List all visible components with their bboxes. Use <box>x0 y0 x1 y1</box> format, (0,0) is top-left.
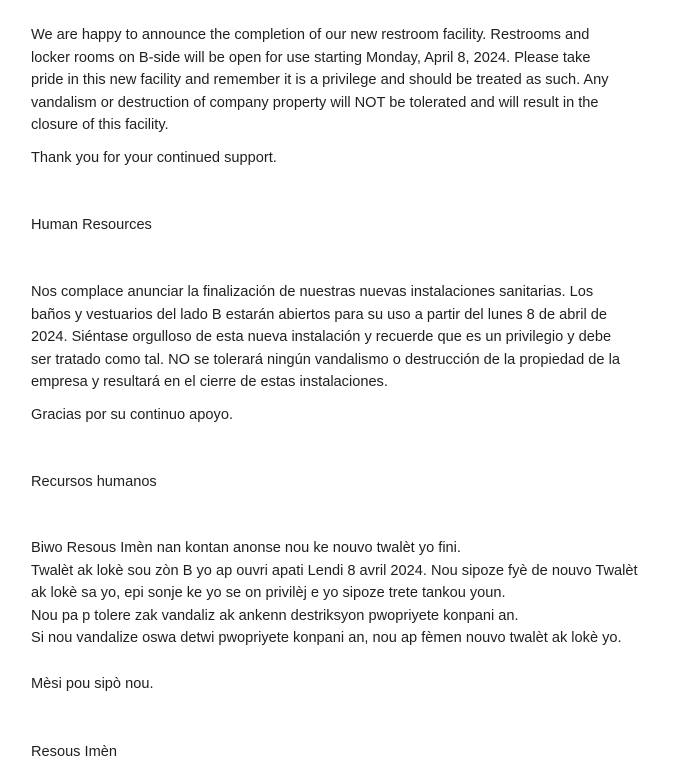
english-thanks: Thank you for your continued support. <box>31 150 277 166</box>
creole-line-3: ak lokè sa yo, epi sonje ke yo se on privilèj e yo sipoze trete tankou youn. <box>31 585 506 602</box>
english-signature: Human Resources <box>31 217 152 233</box>
english-line-2: locker rooms on B-side will be open for use starting Monday, April 8, 2024. Please take <box>31 49 591 66</box>
spanish-line-2: baños y vestuarios del lado B estarán abiertos para su uso a partir del lunes 8 de abril de <box>31 306 607 323</box>
spanish-signature: Recursos humanos <box>31 474 157 490</box>
creole-announcement-paragraph <box>31 537 661 650</box>
spanish-line-4: ser tratado como tal. NO se tolerará ningún vandalismo o destrucción de la propiedad de la <box>31 351 620 368</box>
creole-thanks: Mèsi pou sipò nou. <box>31 676 154 692</box>
creole-line-4: Nou pa p tolere zak vandaliz ak ankenn destriksyon pwopriyete konpani an. <box>31 607 519 624</box>
spanish-thanks: Gracias por su continuo apoyo. <box>31 407 233 423</box>
english-line-5: closure of this facility. <box>31 117 169 134</box>
english-announcement-paragraph <box>31 24 661 137</box>
spanish-announcement-paragraph <box>31 281 661 394</box>
spanish-line-5: empresa y resultará en el cierre de estas instalaciones. <box>31 374 388 391</box>
creole-line-1: Biwo Resous Imèn nan kontan anonse nou ke nouvo twalèt yo fini. <box>31 540 461 556</box>
spanish-line-1: Nos complace anunciar la finalización de nuestras nuevas instalaciones sanitarias. Los <box>31 284 594 300</box>
creole-signature: Resous Imèn <box>31 744 117 760</box>
english-line-1: We are happy to announce the completion of our new restroom facility. Restrooms and <box>31 27 590 43</box>
english-line-4: vandalism or destruction of company property will NOT be tolerated and will result in the <box>31 94 599 111</box>
english-line-3: pride in this new facility and remember it is a privilege and should be treated as such. Any <box>31 72 609 89</box>
spanish-line-3: 2024. Siéntase orgulloso de esta nueva instalación y recuerde que es un privilegio y debe <box>31 329 612 346</box>
creole-line-5: Si nou vandalize oswa detwi pwopriyete konpani an, nou ap fèmen nouvo twalèt ak lokè yo. <box>31 630 622 647</box>
creole-line-2: Twalèt ak lokè sou zòn B yo ap ouvri apati Lendi 8 avril 2024. Nou sipoze fyè de nouvo Twalèt <box>31 562 638 579</box>
